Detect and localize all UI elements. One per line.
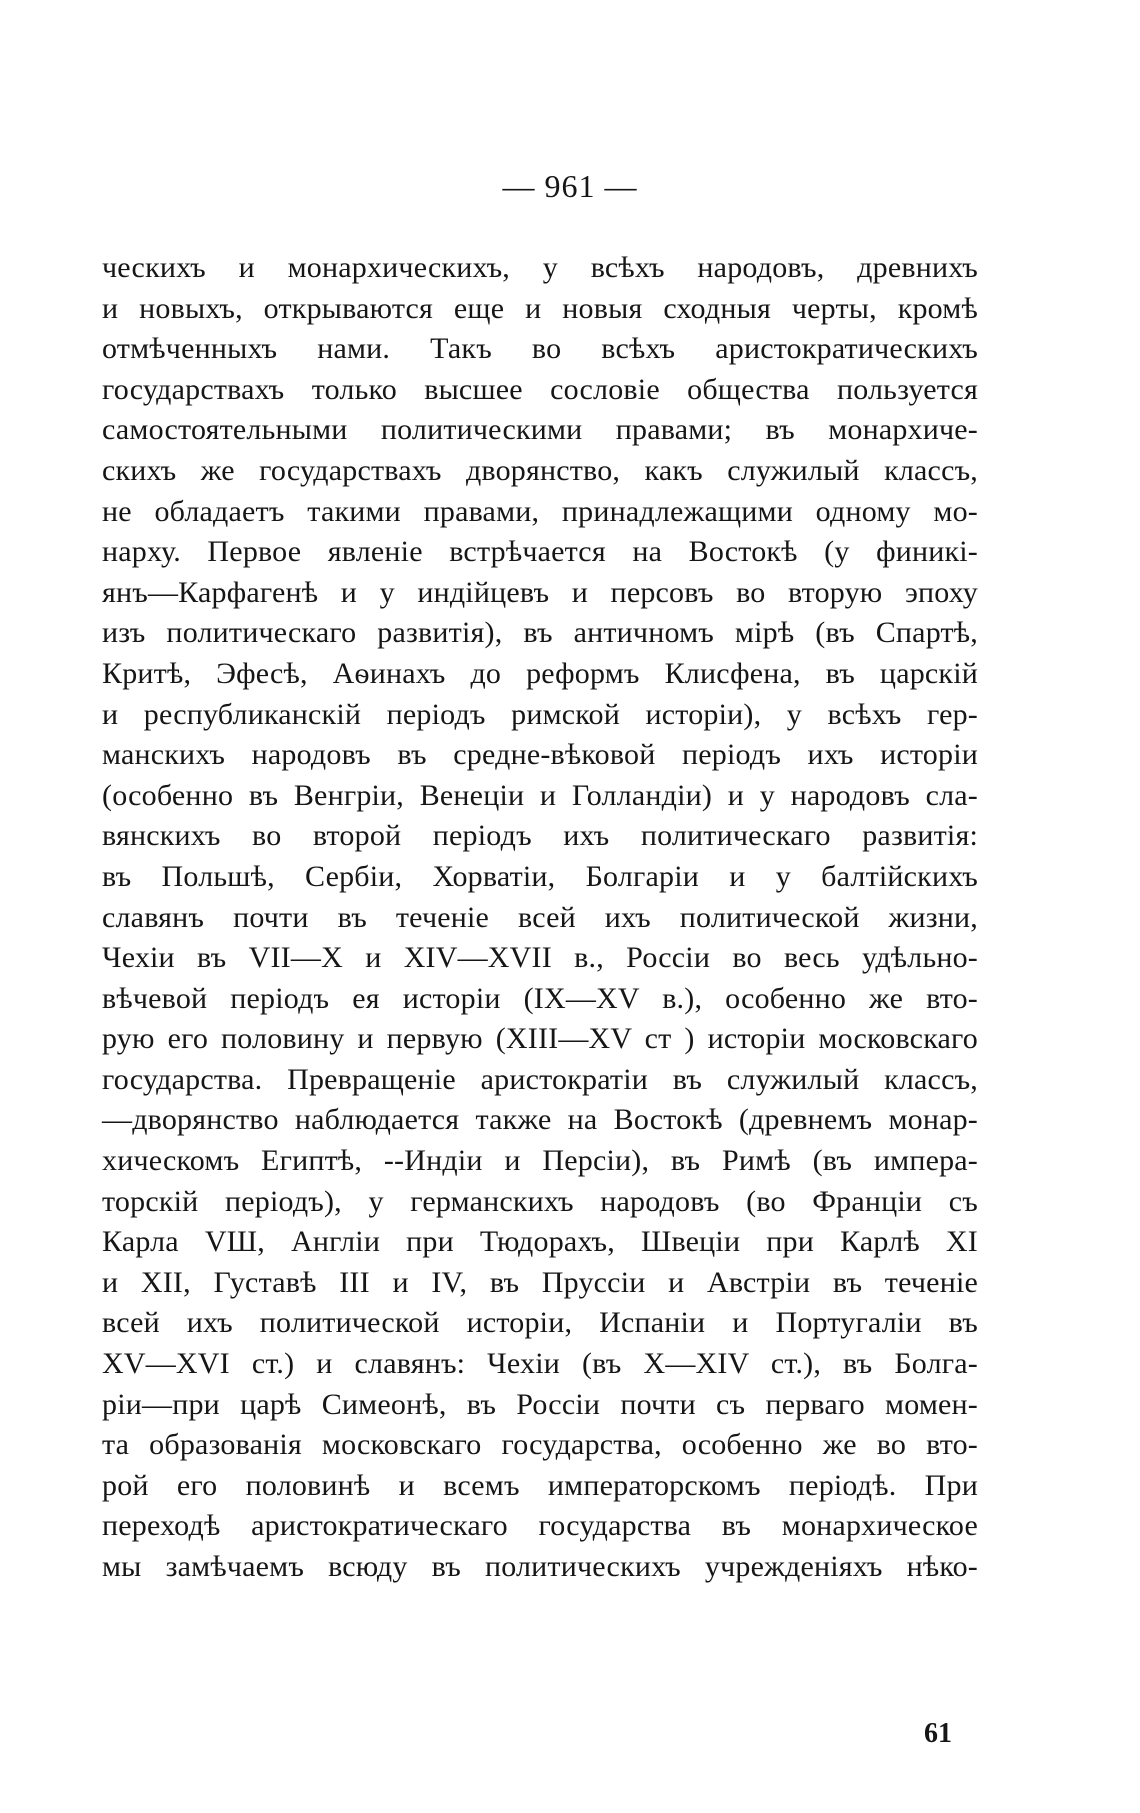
text-line: переходѣ аристократическаго государства въ монархическое [102, 1509, 978, 1543]
text-line: нарху. Первое явленіе встрѣчается на Востокѣ (у финикі- [102, 535, 978, 569]
text-line: Карла VШ, Англіи при Тюдорахъ, Швеціи при Карлѣ XI [102, 1225, 978, 1259]
text-line: отмѣченныхъ нами. Такъ во всѣхъ аристократическихъ [102, 332, 978, 366]
text-line: хическомъ Египтѣ, --Индіи и Персіи), въ Римѣ (въ импера- [102, 1144, 978, 1178]
signature-mark: 61 [924, 1718, 952, 1749]
text-line: рую его половину и первую (XIII—XV ст ) исторіи московскаго [102, 1022, 978, 1056]
text-line: и республиканскій періодъ римской исторіи), у всѣхъ гер- [102, 697, 978, 731]
text-line: Чехіи въ VII—X и XIV—XVII в., Россіи во весь удѣльно- [102, 941, 978, 975]
text-line: въ Польшѣ, Сербіи, Хорватіи, Болгаріи и у балтійскихъ [102, 859, 978, 893]
text-line: мы замѣчаемъ всюду въ политическихъ учрежденіяхъ нѣко- [102, 1550, 978, 1583]
text-line: Критѣ, Эфесѣ, Аѳинахъ до реформъ Клисфена, въ царскій [102, 656, 978, 690]
text-line: самостоятельными политическими правами; въ монархиче- [102, 413, 978, 447]
text-line: ріи—при царѣ Симеонѣ, въ Россіи почти съ перваго момен- [102, 1387, 978, 1421]
text-line: торскій періодъ), у германскихъ народовъ (во Франціи съ [102, 1184, 978, 1218]
text-line: вянскихъ во второй періодъ ихъ политическаго развитія: [102, 819, 978, 853]
text-line: манскихъ народовъ въ средне-вѣковой періодъ ихъ исторіи [102, 738, 978, 772]
text-line: рой его половинѣ и всемъ императорскомъ періодѣ. При [102, 1468, 978, 1502]
body-text [102, 248, 978, 1588]
text-line: славянъ почти въ теченіе всей ихъ политической жизни, [102, 900, 978, 934]
text-line: не обладаетъ такими правами, принадлежащими одному мо- [102, 494, 978, 528]
text-line: ческихъ и монархическихъ, у всѣхъ народовъ, древнихъ [102, 251, 978, 284]
text-line: —дворянство наблюдается также на Востокѣ (древнемъ монар- [102, 1103, 978, 1137]
text-line: и XII, Густавѣ III и IV, въ Пруссіи и Австріи въ теченіе [102, 1265, 978, 1299]
text-line: XV—XVI ст.) и славянъ: Чехіи (въ X—XIV ст.), въ Болга- [102, 1347, 978, 1381]
text-line: та образованія московскаго государства, особенно же во вто- [102, 1428, 978, 1462]
text-line: государства. Превращеніе аристократіи въ служилый классъ, [102, 1062, 978, 1096]
page-header-number: — 961 — [502, 168, 638, 204]
text-line: (особенно въ Венгріи, Венеціи и Голландіи) и у народовъ сла- [102, 778, 978, 812]
text-line: государствахъ только высшее сословіе общества пользуется [102, 372, 978, 406]
text-line: вѣчевой періодъ ея исторіи (IX—XV в.), особенно же вто- [102, 981, 978, 1015]
text-line: янъ—Карфагенѣ и у индійцевъ и персовъ во вторую эпоху [102, 575, 978, 609]
text-line: изъ политическаго развитія), въ античномъ мірѣ (въ Спартѣ, [102, 616, 978, 650]
text-line: скихъ же государствахъ дворянство, какъ служилый классъ, [102, 453, 978, 487]
text-line: всей ихъ политической исторіи, Испаніи и Португаліи въ [102, 1306, 978, 1340]
text-line: и новыхъ, открываются еще и новыя сходныя черты, кромѣ [102, 291, 978, 325]
